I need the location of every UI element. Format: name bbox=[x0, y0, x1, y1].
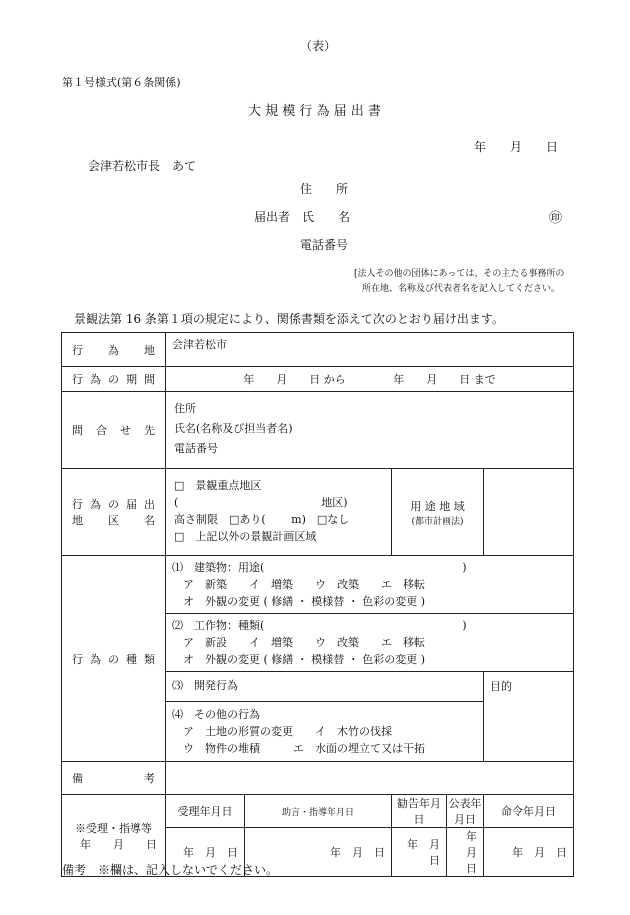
address-label: 住 所 bbox=[300, 182, 349, 196]
other-options-1: ア 土地の形質の変更 イ 木竹の伐採 bbox=[172, 725, 392, 738]
corporate-note-1: [法人その他の団体にあっては、その主たる事務所の bbox=[354, 269, 565, 279]
district-option-landscape[interactable]: □ 景観重点地区 bbox=[174, 479, 262, 492]
office-col-advice bbox=[245, 795, 392, 828]
building-exterior: オ 外観の変更 ( 修繕 ・ 模様替 ・ 色彩の変更 ) bbox=[172, 595, 426, 608]
phone-label: 電話番号 bbox=[300, 238, 349, 252]
contact-field[interactable] bbox=[166, 392, 574, 469]
office-date-advice-text: 年 月 日 bbox=[330, 846, 385, 859]
remarks-label: 備 考 bbox=[62, 762, 166, 795]
other-options-2: ウ 物件の堆積 エ 水面の埋立て又は干拓 bbox=[172, 742, 425, 755]
contact-phone: 電話番号 bbox=[174, 442, 218, 455]
corporate-note-2: 所在地、名称及び代表者名を記入してください。 bbox=[362, 284, 561, 294]
office-col-received bbox=[166, 795, 245, 828]
other-block[interactable] bbox=[166, 702, 484, 762]
seal-mark: ㊞ bbox=[549, 211, 563, 226]
office-date-recommend bbox=[392, 828, 451, 877]
height-limit[interactable]: 高さ制限 □あり( m) □なし bbox=[174, 513, 350, 526]
purpose-label: 目的 bbox=[490, 680, 512, 693]
structure-block[interactable] bbox=[166, 614, 574, 672]
zoning-sub: (都市計画法) bbox=[411, 516, 464, 527]
office-date-order-text: 年 月 日 bbox=[512, 846, 568, 859]
development-option[interactable] bbox=[166, 672, 484, 702]
office-col-recommend bbox=[392, 795, 447, 828]
zoning-value[interactable] bbox=[484, 469, 574, 556]
remarks-field[interactable] bbox=[166, 762, 574, 795]
site-value-text: 会津若松市 bbox=[172, 338, 227, 351]
date-line: 年 月 日 bbox=[474, 140, 559, 154]
purpose-field[interactable] bbox=[484, 672, 574, 762]
period-value[interactable] bbox=[166, 367, 574, 392]
office-use-line1: ※受理・指導等 bbox=[75, 821, 152, 835]
building-block[interactable] bbox=[166, 556, 574, 614]
contact-label: 問 合 せ 先 bbox=[62, 392, 166, 469]
office-col-publish bbox=[447, 795, 484, 828]
intro-text: 景観法第 16 条第１項の規定により、関係書類を添えて次のとおり届け出ます。 bbox=[74, 312, 504, 326]
document-title: 大 規 模 行 為 届 出 書 bbox=[248, 104, 381, 119]
notification-table bbox=[61, 332, 574, 877]
period-value-text: 年 月 日 から 年 月 日 まで bbox=[243, 373, 496, 386]
office-date-order bbox=[484, 828, 574, 877]
omote-label: （表） bbox=[300, 39, 337, 53]
district-field[interactable] bbox=[166, 469, 392, 556]
district-label-line1: 行 為 の 届 出 bbox=[72, 498, 155, 511]
type-label: 行 為 の 種 類 bbox=[62, 556, 166, 762]
district-label bbox=[62, 469, 166, 556]
district-name: ( 地区) bbox=[174, 496, 348, 509]
contact-name: 氏名(名称及び担当者名) bbox=[174, 422, 293, 435]
other-title: ⑷ その他の行為 bbox=[172, 708, 260, 721]
district-label-line2: 地 区 名 bbox=[72, 514, 155, 527]
office-date-publish bbox=[447, 828, 488, 877]
building-actions: ア 新築 イ 増築 ウ 改築 エ 移転 bbox=[172, 578, 425, 591]
office-col-order-text: 命令年月日 bbox=[501, 805, 557, 818]
office-col-order bbox=[484, 795, 574, 828]
office-col-recommend-text: 勧告年月日 bbox=[397, 797, 441, 826]
site-value[interactable] bbox=[166, 333, 574, 367]
district-option-other[interactable]: □ 上記以外の景観計画区域 bbox=[174, 530, 317, 543]
office-date-publish-text: 年 月 日 bbox=[466, 830, 488, 875]
contact-address: 住所 bbox=[174, 402, 196, 415]
site-label: 行 為 地 bbox=[62, 333, 166, 367]
development-text: ⑶ 開発行為 bbox=[172, 679, 238, 692]
building-use: ⑴ 建築物：用途( ) bbox=[172, 561, 467, 574]
zoning-label-text: 用 途 地 域 bbox=[410, 499, 465, 513]
office-col-advice-text: 助言・指導年月日 bbox=[281, 807, 354, 818]
office-col-publish-text: 公表年月日 bbox=[448, 797, 482, 826]
structure-actions: ア 新設 イ 増築 ウ 改築 エ 移転 bbox=[172, 636, 425, 649]
office-date-received-text: 年 月 日 bbox=[183, 846, 238, 859]
form-number: 第１号様式(第６条関係) bbox=[62, 76, 181, 89]
structure-exterior: オ 外観の変更 ( 修繕 ・ 模様替 ・ 色彩の変更 ) bbox=[172, 653, 426, 666]
office-col-received-text: 受理年月日 bbox=[177, 805, 233, 818]
period-label: 行 為 の 期 間 bbox=[62, 367, 166, 392]
applicant-name-label: 届出者 氏 名 bbox=[254, 210, 351, 224]
office-use-line2: 年 月 日 bbox=[80, 837, 157, 851]
footer-note: 備考 ※欄は、記入しないでください。 bbox=[62, 863, 279, 877]
office-date-recommend-text: 年 月 日 bbox=[407, 838, 451, 867]
structure-type: ⑵ 工作物：種類( ) bbox=[172, 619, 467, 632]
zoning-label bbox=[392, 469, 484, 556]
addressee: 会津若松市長 あて bbox=[88, 159, 197, 173]
